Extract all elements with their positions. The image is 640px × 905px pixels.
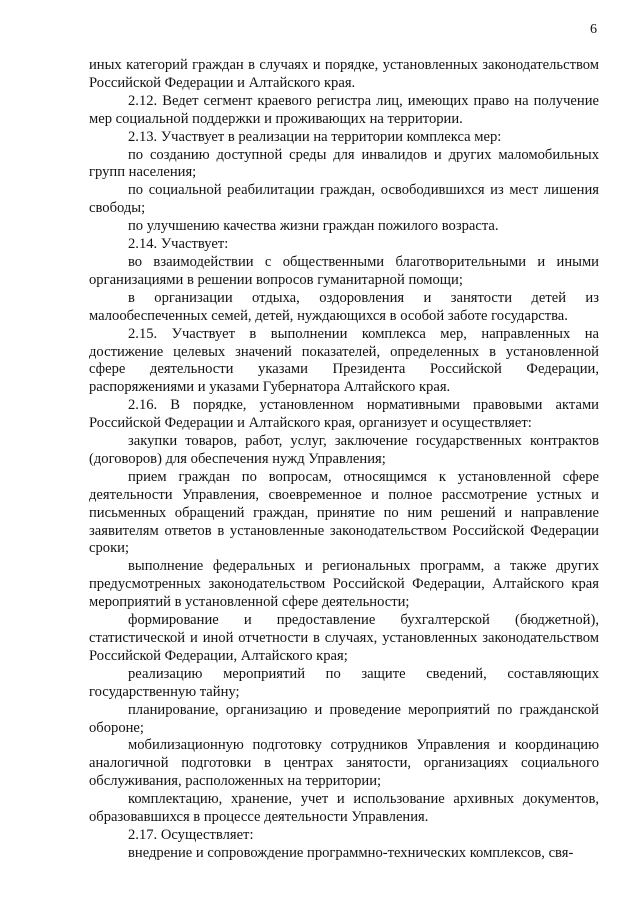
paragraph: формирование и предоставление бухгалтерской (бюджетной), статистической и иной отчетности в случаях, установленных законодательством Российской Федерации, Алтайского края; (89, 612, 599, 664)
paragraph: иных категорий граждан в случаях и порядке, установленных законодательством Российской Федерации и Алтайского края. (89, 57, 599, 91)
paragraph: реализацию мероприятий по защите сведений, составляющих государственную тайну; (89, 665, 599, 700)
paragraph: 2.17. Осуществляет: (128, 826, 254, 843)
paragraph: по улучшению качества жизни граждан пожилого возраста. (128, 218, 499, 235)
paragraph: комплектацию, хранение, учет и использование архивных документов, образовавшихся в процессе деятельности Управления. (89, 791, 599, 826)
paragraph: закупки товаров, работ, услуг, заключение государственных контрактов (договоров) для обеспечения нужд Управления; (89, 433, 599, 467)
page-number: 6 (590, 22, 597, 37)
paragraph: мобилизационную подготовку сотрудников Управления и координацию аналогичной подготовки в центрах занятости, организациях социального обслуживания, расположенных на территории; (89, 737, 599, 790)
paragraph: 2.12. Ведет сегмент краевого регистра лиц, имеющих право на получение мер социальной поддержки и проживающих на территории. (89, 92, 599, 127)
document-body (89, 57, 599, 863)
paragraph: планирование, организацию и проведение мероприятий по гражданской обороне; (89, 701, 599, 736)
paragraph: в организации отдыха, оздоровления и занятости детей из малообеспеченных семей, детей, нуждающихся в особой заботе государства. (89, 289, 599, 324)
paragraph: 2.16. В порядке, установленном нормативными правовыми актами Российской Федерации и Алтайского края, организует и осуществляет: (89, 397, 599, 432)
paragraph: выполнение федеральных и региональных программ, а также других предусмотренных законодательством Российской Федерации, Алтайского края мероприятий в установленной сфере деятельности; (89, 558, 599, 611)
paragraph: по созданию доступной среды для инвалидов и других маломобильных групп населения; (89, 146, 599, 181)
paragraph: 2.13. Участвует в реализации на территории комплекса мер: (128, 128, 502, 145)
paragraph: по социальной реабилитации граждан, освободившихся из мест лишения свободы; (89, 182, 599, 217)
paragraph: внедрение и сопровождение программно-технических комплексов, свя- (128, 844, 574, 861)
paragraph: во взаимодействии с общественными благотворительными и иными организациями в решении вопросов гуманитарной помощи; (89, 253, 599, 288)
paragraph: прием граждан по вопросам, относящимся к установленной сфере деятельности Управления, своевременное и полное рассмотрение устных и письменных обращений граждан, принятие по ним решений и направление заявителям ответов в установленные законодательством Российской Федерации сроки; (89, 468, 599, 557)
paragraph: 2.15. Участвует в выполнении комплекса мер, направленных на достижение целевых значений показателей, определенных в установленной сфере деятельности указами Президента Российской Федерации, распоряжениями и указами Губернатора Алтайского края. (89, 325, 599, 396)
paragraph: 2.14. Участвует: (128, 236, 229, 253)
